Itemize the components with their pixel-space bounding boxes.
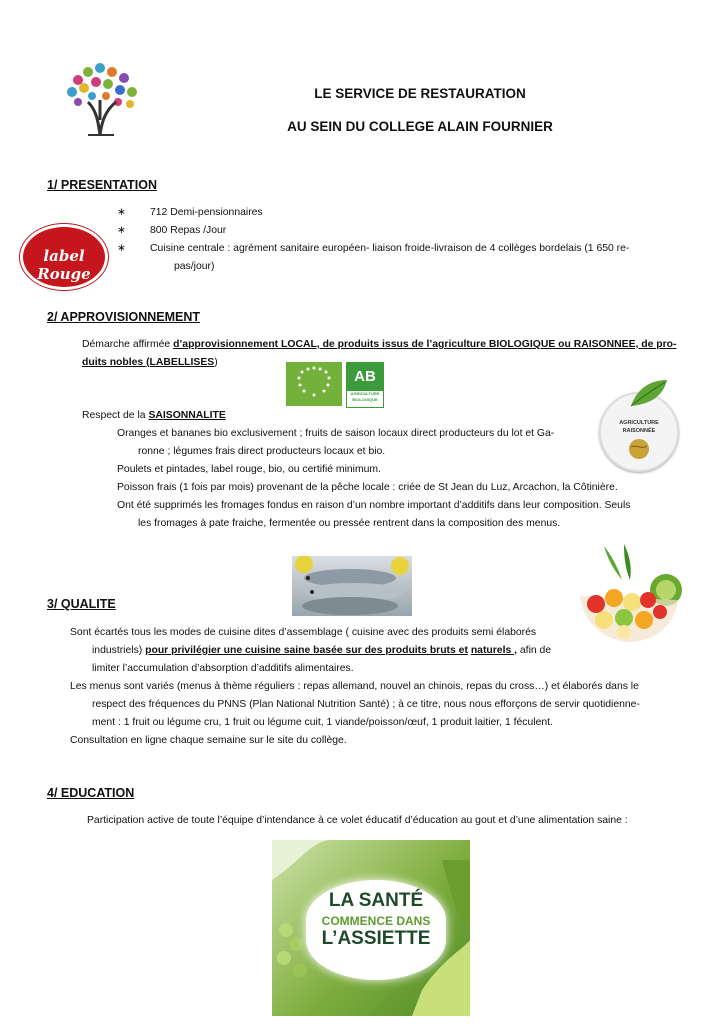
globe-icon: [628, 438, 650, 460]
bullet-icon: ∗: [117, 225, 126, 236]
sante-assiette-poster: [272, 840, 470, 1016]
eu-organic-logo: [286, 362, 342, 406]
section-heading-presentation: 1/ PRESENTATION: [47, 178, 157, 192]
qualite-line: Consultation en ligne chaque semaine sur le site du collège.: [70, 735, 347, 746]
section-heading-approvisionnement: 2/ APPROVISIONNEMENT: [47, 310, 201, 324]
eu-leaf-icon: [286, 362, 342, 406]
list-item-continuation: pas/jour): [174, 261, 215, 272]
leaf-icon: [629, 378, 669, 408]
appro-line: les fromages à pate fraiche, fermentée ou pressée rentrent dans la composition des menus.: [138, 518, 561, 529]
qualite-line: industriels) pour privilégier une cuisine saine basée sur des produits bruts et naturels , afin de: [92, 645, 552, 656]
page-title-line1: LE SERVICE DE RESTAURATION: [314, 86, 526, 101]
appro-line: Oranges et bananes bio exclusivement ; fruits de saison locaux direct producteurs du lot et Ga-: [117, 428, 555, 439]
list-item: ∗ 800 Repas /Jour: [117, 222, 677, 240]
page-title-line2: AU SEIN DU COLLEGE ALAIN FOURNIER: [287, 119, 553, 134]
label-rouge-text: label Rouge: [37, 247, 91, 283]
qualite-line: Sont écartés tous les modes de cuisine dites d’assemblage ( cuisine avec des produits semi élaborés: [70, 627, 537, 638]
list-item: ∗ 712 Demi-pensionnaires: [117, 204, 677, 222]
label-rouge-logo: [20, 224, 108, 290]
appro-line: Poulets et pintades, label rouge, bio, ou certifié minimum.: [117, 464, 381, 475]
poster-line1: LA SANTÉ: [328, 890, 424, 911]
appro-line: ronne ; légumes frais direct producteurs locaux et bio.: [138, 446, 386, 457]
qualite-line: Les menus sont variés (menus à thème réguliers : repas allemand, nouvel an chinois, repas du cross…) et élaborés dans le: [70, 681, 639, 692]
qualite-line: ment : 1 fruit ou légume cru, 1 fruit ou légume cuit, 1 viande/poisson/œuf, 1 produit laitier, 1 féculent.: [92, 717, 553, 728]
section-heading-qualite: 3/ QUALITE: [47, 597, 116, 611]
tree-logo: [58, 60, 148, 140]
fish-icon: [292, 556, 412, 616]
poster-line2: COMMENCE DANS: [321, 914, 431, 928]
qualite-line: respect des fréquences du PNNS (Plan National Nutrition Santé) ; à ce titre, nous nous efforçons de servir quotidienne-: [92, 699, 640, 710]
presentation-list: [117, 204, 677, 276]
qualite-line: limiter l’accumulation d’absorption d’additifs alimentaires.: [92, 663, 354, 674]
fruit-bowl-icon: [574, 540, 684, 646]
saisonnalite-line: Respect de la SAISONNALITE: [82, 410, 226, 421]
fruit-salad-photo: [574, 540, 684, 646]
ab-logo-letters: AB: [347, 363, 383, 391]
appro-line: Ont été supprimés les fromages fondus en raison d’un nombre important d’additifs dans leur composition. Seuls: [117, 500, 631, 511]
ab-logo: AB AGRICULTURE BIOLOGIQUE: [346, 362, 384, 408]
bullet-icon: ∗: [117, 207, 126, 218]
appro-line: Poisson frais (1 fois par mois) provenant de la pêche locale : criée de St Jean du Luz, Arcachon, la Côtinière.: [117, 482, 618, 493]
agriculture-raisonnee-logo: AGRICULTURE RAISONNÉE: [599, 392, 679, 472]
fish-photo: [292, 556, 412, 616]
section-heading-education: 4/ EDUCATION: [47, 786, 135, 800]
education-line: Participation active de toute l’équipe d’intendance à ce volet éducatif d’éducation au gout et d’une alimentation saine :: [87, 815, 628, 826]
approvisionnement-intro: Démarche affirmée d’approvisionnement LOCAL, de produits issus de l’agriculture BIOLOGIQUE ou RAISONNEE, de pro- duits nobles (LABELLISES): [82, 339, 677, 368]
list-item: ∗ Cuisine centrale : agrément sanitaire européen- liaison froide-livraison de 4 collèges bordelais (1 650 re-: [117, 240, 677, 258]
poster-line3: L’ASSIETTE: [321, 928, 431, 949]
bullet-icon: ∗: [117, 243, 126, 254]
